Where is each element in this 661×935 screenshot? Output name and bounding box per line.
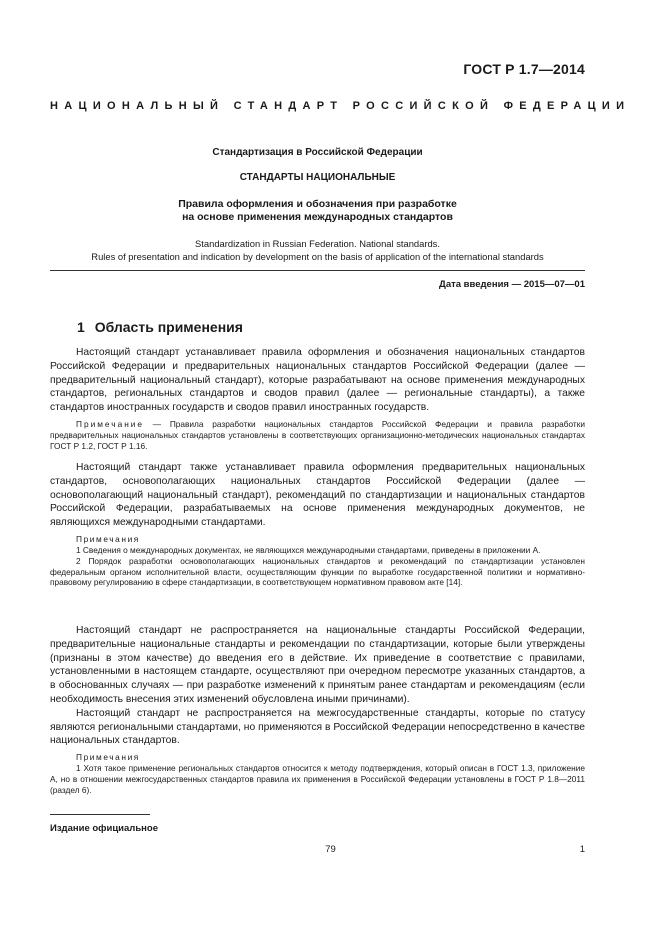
notes-heading-1: Примечания [76,534,140,544]
section-heading [77,319,243,335]
title-line-1: Правила оформления и обозначения при разработке [178,198,457,210]
scope-text-block [50,346,585,415]
note-1-text: — Правила разработки национальных стандартов Российской Федерации и правила разработки предварительных национальных стандартов установлены в соответствующих организационно-методических национальных стандартах ГОСТ Р 1.2, ГОСТ Р 1.16. [50,419,585,451]
title-line-2: на основе применения международных стандартов [182,211,453,223]
national-standard-banner: НАЦИОНАЛЬНЫЙ СТАНДАРТ РОССИЙСКОЙ ФЕДЕРАЦИИ [50,100,631,112]
standard-code: ГОСТ Р 1.7—2014 [463,61,585,77]
note-3-1: 1 Хотя такое применение региональных стандартов относится к методу подтверждения, который описан в ГОСТ 1.3, приложение А, но в отношении межгосударственных стандартов правила их применения в Российской Федерации установлены в ГОСТ Р 1.8—2011 (раздел 6). [50,763,585,795]
paragraph-1: Настоящий стандарт устанавливает правила оформления и обозначения национальных стандартов Российской Федерации и предварительных национальных стандартов Российской Федерации (далее — предварительный национальный стандарт), которые разрабатывают на основе применения международных стандартов, региональных стандартов и сводов правил (далее — региональные стандарты), а также стандартов иностранных государств и сводов правил иностранных государств. [50,347,585,414]
notes-block-2 [50,534,585,588]
paragraph-3: Настоящий стандарт не распространяется на национальные стандарты Российской Федерации, предварительные национальные стандарты и рекомендации по стандартизации, которые были утверждены (признаны в этом качестве) до введения его в действие. Их приведение в соответствие с правилами, установленными в настоящем стандарте, осуществляют при очередном пересмотре указанных стандартов, а в обоснованных случаях — при разработке изменений к принятым ранее стандартам и рекомендациям (если необходимость внесения этих изменений обусловлена иными причинами). [50,625,585,705]
note-2-2: 2 Порядок разработки основополагающих национальных стандартов и рекомендаций по стандартизации установлен федеральным органом исполнительной власти, осуществляющим функции по выработке государственной политики и нормативно-правовому регулированию в сфере стандартизации, в соответствующем нормативном правовом акте [14]. [50,555,585,588]
section-number: 1 [77,319,85,335]
english-title-line-2: Rules of presentation and indication by development on the basis of application of the international standards [91,251,544,262]
english-title [50,237,585,263]
paragraph-3-block [50,624,585,748]
notes-heading-2: Примечания [76,752,140,762]
title-divider [50,270,585,271]
footer-divider [50,814,150,815]
introduction-date: Дата введения — 2015—07—01 [439,279,585,290]
page-number-right: 1 [579,844,585,855]
notes-block-3 [50,752,585,795]
official-edition-label: Издание официальное [50,823,158,834]
note-1 [50,419,585,451]
section-title: Область применения [94,319,243,335]
note-2-1: 1 Сведения о международных документах, не являющихся международными стандартами, приведены в приложении А. [76,545,541,555]
document-title [50,198,585,224]
note-block-1 [50,419,585,451]
english-title-line-1: Standardization in Russian Federation. National standards. [195,238,440,249]
standards-heading: СТАНДАРТЫ НАЦИОНАЛЬНЫЕ [239,172,396,183]
category-heading: Стандартизация в Российской Федерации [212,147,423,158]
paragraph-4: Настоящий стандарт не распространяется на межгосударственные стандарты, которые по статусу являются региональными стандартами, но применяются в Российской Федерации непосредственно в качестве национальных стандартов. [50,707,585,747]
paragraph-2-block [50,461,585,530]
paragraph-2: Настоящий стандарт также устанавливает правила оформления предварительных национальных стандартов, основополагающих национальных стандартов Российской Федерации (далее — основополагающий национальный стандарт), рекомендаций по стандартизации и национальных стандартов Российской Федерации, разрабатываемых на основе применения международных документов, не являющихся международными стандартами. [50,462,585,529]
note-1-label: Примечание [76,419,145,429]
page-number-center: 79 [325,844,336,855]
